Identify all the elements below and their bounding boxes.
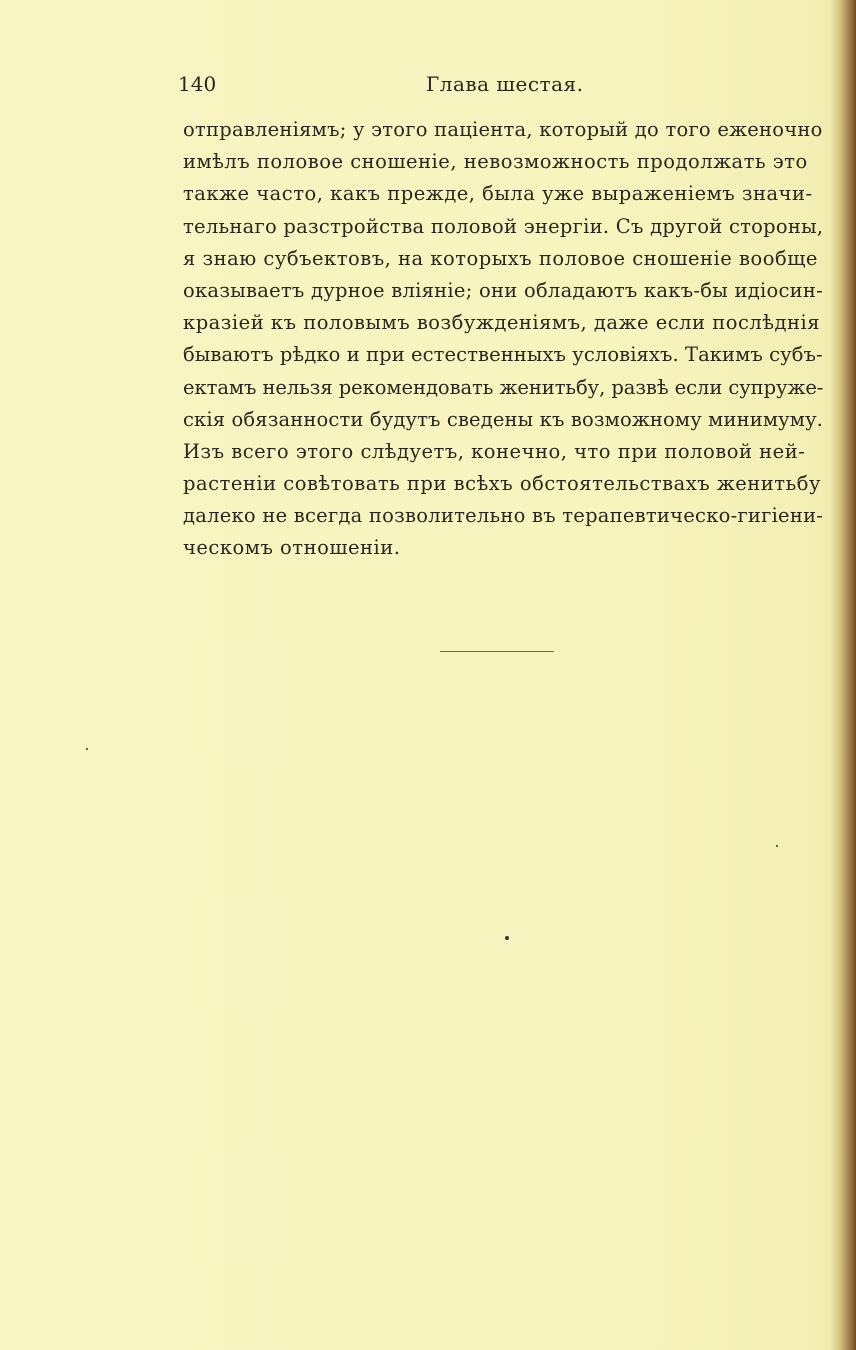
text-line: также часто, какъ прежде, была уже выраженіемъ значи-: [183, 182, 813, 206]
text-line: тельнаго разстройства половой энергіи. Съ другой стороны,: [183, 214, 824, 238]
text-line: ектамъ нельзя рекомендовать женитьбу, развѣ если супруже-: [183, 375, 824, 399]
text-line: далеко не всегда позволительно въ терапевтическо-гигіени-: [183, 504, 824, 528]
text-line: растеніи совѣтовать при всѣхъ обстоятельствахъ женитьбу: [183, 472, 821, 496]
page-edge-shadow: [830, 0, 856, 1350]
page-header: [170, 72, 685, 102]
section-end-rule: [440, 651, 554, 652]
text-line: я знаю субъектовъ, на которыхъ половое сношеніе вообще: [183, 246, 818, 270]
text-line: имѣлъ половое сношеніе, невозможность продолжать это: [183, 150, 808, 174]
text-line: Изъ всего этого слѣдуетъ, конечно, что при половой ней-: [183, 439, 806, 463]
paper-speck: [86, 748, 88, 750]
running-head: Глава шестая.: [426, 72, 584, 96]
body-text: [183, 114, 823, 565]
text-line: ческомъ отношеніи.: [183, 536, 401, 560]
text-line: скія обязанности будутъ сведены къ возможному минимуму.: [183, 407, 824, 431]
text-line: кразiей къ половымъ возбужденіямъ, даже если послѣднія: [183, 311, 821, 335]
text-line: бываютъ рѣдко и при естественныхъ условіяхъ. Такимъ субъ-: [183, 343, 823, 367]
text-line: отправленіямъ; у этого пацiента, который до того еженочно: [183, 118, 823, 141]
page-number: 140: [178, 72, 217, 96]
paper-speck: [505, 936, 509, 940]
paper-speck: [776, 845, 778, 847]
text-line: оказываетъ дурное вліяніе; они обладаютъ какъ-бы идiосин-: [183, 278, 823, 302]
